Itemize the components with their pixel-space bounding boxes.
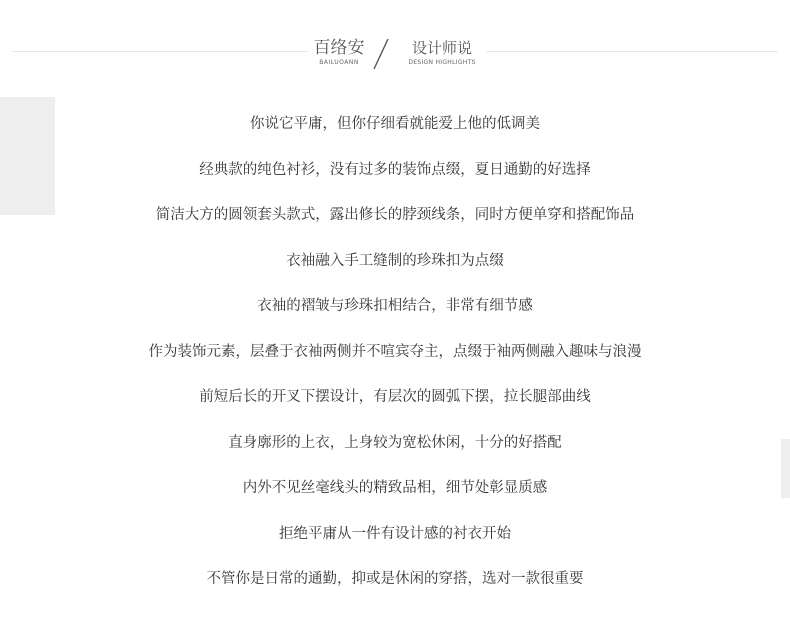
description-line: 前短后长的开叉下摆设计，有层次的圆弧下摆，拉长腿部曲线 [199,389,591,405]
brand-name-cn: 百络安 [313,38,365,58]
description-line: 作为装饰元素，层叠于衣袖两侧并不喧宾夺主，点缀于袖两侧融入趣味与浪漫 [148,344,642,360]
section-title-en: DESIGN HIGHLIGHTS [408,59,476,66]
description-line: 直身廓形的上衣，上身较为宽松休闲，十分的好搭配 [228,435,562,451]
description-line: 不管你是日常的通勤，抑或是休闲的穿搭，选对一款很重要 [206,571,584,587]
description-line: 衣袖融入手工缝制的珍珠扣为点缀 [286,253,504,269]
brand-name-en: BAILUOANN [319,59,359,66]
section-title-cn: 设计师说 [411,39,472,57]
description-line: 简洁大方的圆领套头款式，露出修长的脖颈线条，同时方便单穿和搭配饰品 [155,207,635,223]
description-line: 拒绝平庸从一件有设计感的衬衣开始 [279,526,511,542]
description-line: 内外不见丝毫线头的精致品相，细节处彰显质感 [242,480,548,496]
description-line: 经典款的纯色衬衫，没有过多的装饰点缀，夏日通勤的好选择 [199,162,591,178]
description-line: 衣袖的褶皱与珍珠扣相结合，非常有细节感 [257,298,533,314]
description-line: 你说它平庸，但你仔细看就能爱上他的低调美 [250,116,540,132]
